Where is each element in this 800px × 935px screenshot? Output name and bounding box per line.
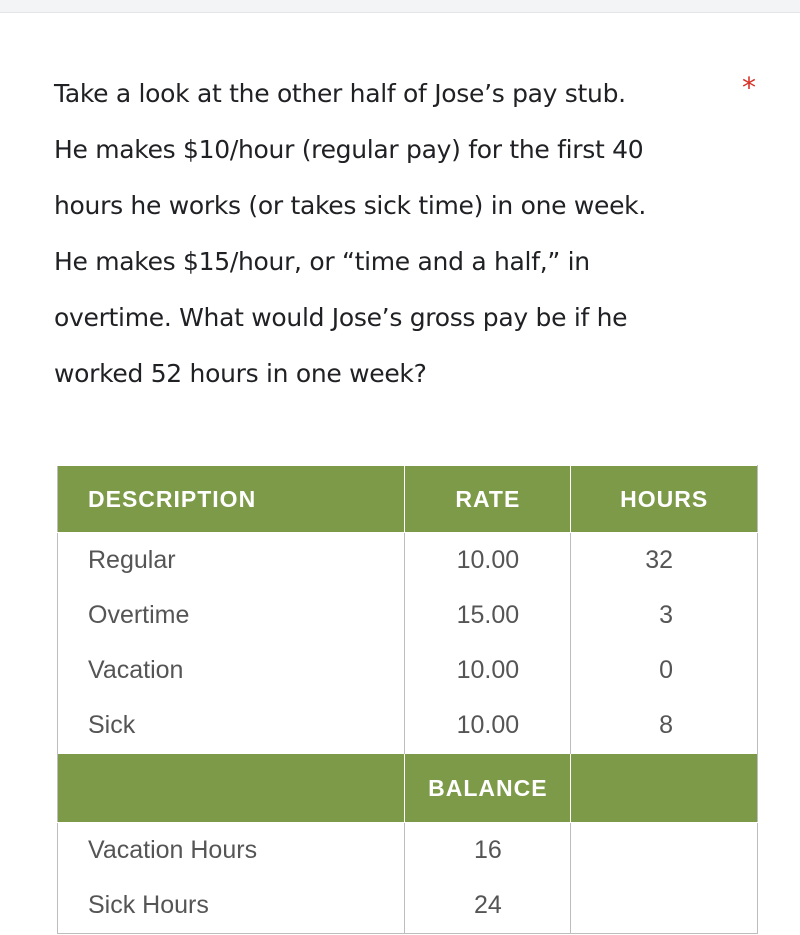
balance-header-empty: [58, 754, 405, 823]
required-asterisk: *: [742, 71, 756, 104]
table-row: [58, 878, 758, 934]
question-line: worked 52 hours in one week?: [54, 359, 427, 388]
question-line: He makes $10/hour (regular pay) for the first 40: [54, 135, 644, 164]
balance-row-empty: [571, 878, 758, 934]
row-rate: 10.00: [405, 643, 571, 698]
row-hours: 8: [571, 698, 758, 754]
question-line: hours he works (or takes sick time) in one week.: [54, 191, 646, 220]
form-card-top-border: [0, 0, 800, 13]
table-row: [58, 643, 758, 698]
row-description: Regular: [58, 533, 405, 589]
balance-row-value: 16: [405, 823, 571, 879]
pay-stub-table: [57, 465, 758, 934]
balance-row-empty: [571, 823, 758, 879]
table-row: [58, 533, 758, 589]
question-line: overtime. What would Jose’s gross pay be if he: [54, 303, 628, 332]
balance-row-value: 24: [405, 878, 571, 934]
question-text: [54, 66, 734, 402]
header-hours: HOURS: [571, 466, 758, 533]
table-header-row: [58, 466, 758, 533]
table-row: [58, 588, 758, 643]
header-description: DESCRIPTION: [58, 466, 405, 533]
row-description: Sick: [58, 698, 405, 754]
table-row: [58, 698, 758, 754]
table-row: [58, 823, 758, 879]
balance-header-empty: [571, 754, 758, 823]
row-hours: 3: [571, 588, 758, 643]
row-description: Overtime: [58, 588, 405, 643]
row-description: Vacation: [58, 643, 405, 698]
balance-row-description: Sick Hours: [58, 878, 405, 934]
balance-row-description: Vacation Hours: [58, 823, 405, 879]
row-hours: 0: [571, 643, 758, 698]
question-line: Take a look at the other half of Jose’s pay stub.: [54, 79, 626, 108]
header-rate: RATE: [405, 466, 571, 533]
row-rate: 10.00: [405, 698, 571, 754]
row-rate: 15.00: [405, 588, 571, 643]
row-rate: 10.00: [405, 533, 571, 589]
row-hours: 32: [571, 533, 758, 589]
header-balance: BALANCE: [405, 754, 571, 823]
balance-header-row: [58, 754, 758, 823]
question-line: He makes $15/hour, or “time and a half,” in: [54, 247, 590, 276]
